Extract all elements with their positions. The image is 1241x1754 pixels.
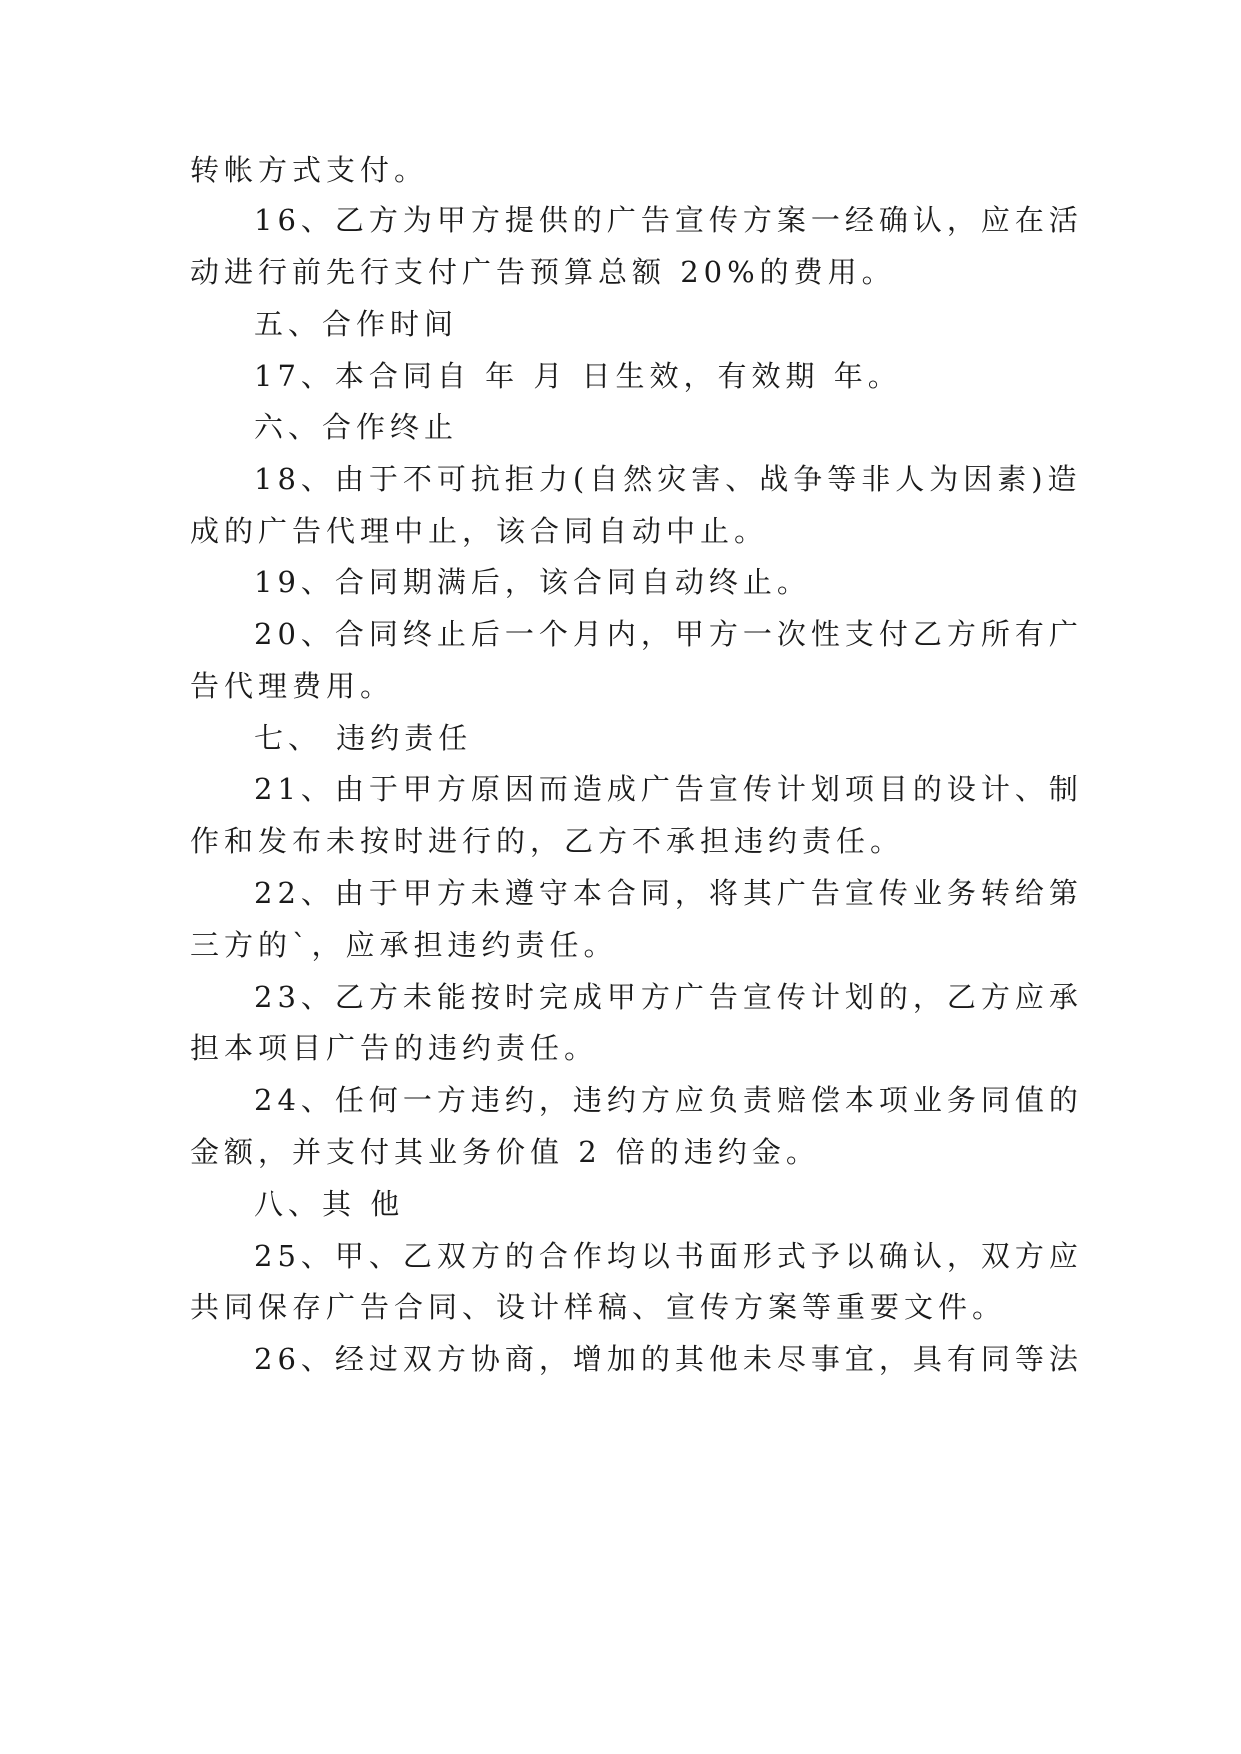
text-line: 共同保存广告合同、设计样稿、宣传方案等重要文件。 — [190, 1290, 1007, 1324]
section-heading-7: 七、 违约责任 — [254, 721, 473, 755]
text-line: 转帐方式支付。 — [190, 153, 429, 187]
section-heading-6: 六、合作终止 — [254, 410, 459, 444]
section-heading-8: 八、其 他 — [254, 1187, 405, 1221]
text-line: 作和发布未按时进行的，乙方不承担违约责任。 — [190, 824, 905, 858]
clause-24: 24、任何一方违约，违约方应负责赔偿本项业务同值的 — [254, 1083, 1083, 1117]
clause-18: 18、由于不可抗拒力(自然灾害、战争等非人为因素)造 — [254, 462, 1082, 496]
text-line: 告代理费用。 — [190, 669, 395, 703]
clause-21: 21、由于甲方原因而造成广告宣传计划项目的设计、制 — [254, 772, 1083, 806]
clause-25: 25、甲、乙双方的合作均以书面形式予以确认，双方应 — [254, 1239, 1083, 1273]
text-line: 三方的`，应承担违约责任。 — [190, 928, 618, 962]
clause-26: 26、经过双方协商，增加的其他未尽事宜，具有同等法 — [254, 1342, 1083, 1376]
section-heading-5: 五、合作时间 — [254, 307, 459, 341]
text-line: 成的广告代理中止，该合同自动中止。 — [190, 514, 769, 548]
clause-16: 16、乙方为甲方提供的广告宣传方案一经确认，应在活 — [254, 203, 1083, 237]
clause-22: 22、由于甲方未遵守本合同，将其广告宣传业务转给第 — [254, 876, 1083, 910]
clause-20: 20、合同终止后一个月内，甲方一次性支付乙方所有广 — [254, 617, 1083, 651]
text-line: 动进行前先行支付广告预算总额 20%的费用。 — [190, 255, 896, 289]
clause-19: 19、合同期满后，该合同自动终止。 — [254, 565, 811, 599]
text-line: 担本项目广告的违约责任。 — [190, 1031, 599, 1065]
text-line: 金额，并支付其业务价值 2 倍的违约金。 — [190, 1135, 820, 1169]
clause-17: 17、本合同自 年 月 日生效，有效期 年。 — [254, 359, 902, 393]
clause-23: 23、乙方未能按时完成甲方广告宣传计划的，乙方应承 — [254, 980, 1083, 1014]
